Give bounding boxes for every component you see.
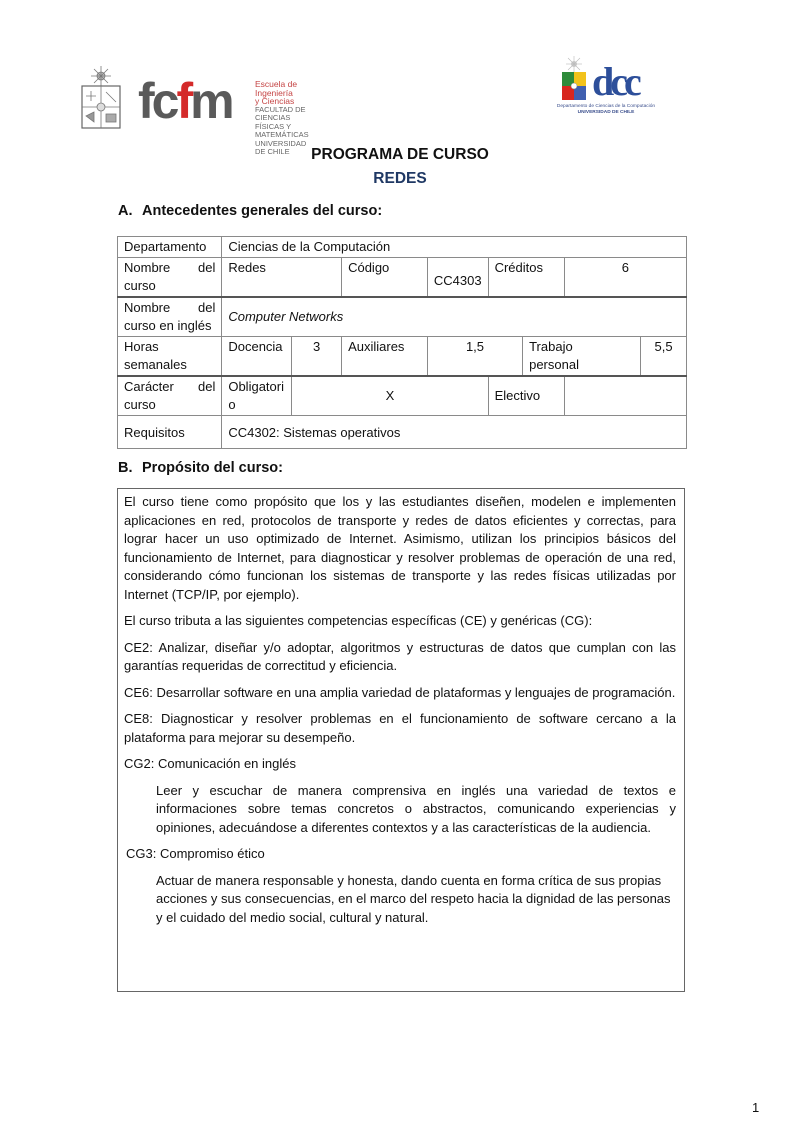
obligatorio-mark: X bbox=[292, 376, 488, 416]
section-heading-text: Antecedentes generales del curso: bbox=[142, 203, 383, 219]
nombre-ingles-value: Computer Networks bbox=[222, 297, 687, 337]
competency-text: Diagnosticar y resolver problemas en el funcionamiento de software cercano a la plataforma para mejorar su desempeño. bbox=[124, 711, 676, 745]
dcc-caption-line: UNIVERSIDAD DE CHILE bbox=[577, 110, 635, 115]
competency-code: CG3: bbox=[126, 846, 157, 861]
horas-label: Horas semanales bbox=[118, 337, 222, 377]
competencias-intro: El curso tributa a las siguientes competencias específicas (CE) y genéricas (CG): bbox=[124, 613, 593, 628]
creditos-value: 6 bbox=[564, 258, 686, 298]
dcc-logo bbox=[556, 56, 656, 122]
nombre-ingles-label: Nombre del curso en inglés bbox=[118, 297, 222, 337]
requisitos-label: Requisitos bbox=[118, 416, 222, 449]
competency-ce6 bbox=[124, 684, 676, 703]
table-row-departamento bbox=[118, 237, 687, 258]
purpose-intro: El curso tiene como propósito que los y las estudiantes diseñen, modelen e implementen aplicaciones en red, protocolos de transporte y redes de datos eficientes y correctas, para lograr hacer un uso optimizado de Internet. Asimismo, utilizan los principios básicos del funcionamiento de Internet, para diagnosticar y resolver problemas de operación de una red, considerando cómo funcionan los sistemas de transporte y las redes físicas utilizadas por Internet (TCP/IP, por ejemplo). bbox=[124, 494, 676, 602]
table-row-caracter bbox=[118, 376, 687, 416]
document-title: PROGRAMA DE CURSO bbox=[311, 146, 489, 163]
obligatorio-label: Obligatori o bbox=[222, 376, 292, 416]
course-info-table bbox=[117, 236, 687, 449]
fcfm-caption-line: Escuela de Ingeniería bbox=[255, 79, 298, 98]
competency-cg2 bbox=[124, 755, 676, 837]
auxiliares-value: 1,5 bbox=[427, 337, 522, 377]
section-letter: B. bbox=[118, 460, 133, 476]
section-heading-text: Propósito del curso: bbox=[142, 460, 283, 476]
fcfm-caption-line: y Ciencias bbox=[255, 96, 295, 106]
table-row-nombre-ingles bbox=[118, 297, 687, 337]
competency-title: Compromiso ético bbox=[159, 846, 265, 861]
nombre-label: Nombre del curso bbox=[118, 258, 222, 298]
departamento-label: Departamento bbox=[118, 237, 222, 258]
competency-code: CE2: bbox=[124, 639, 153, 655]
course-title: REDES bbox=[373, 170, 427, 187]
competency-text: Actuar de manera responsable y honesta, dando cuenta en forma crítica de sus propias acciones y sus consecuencias, en el marco del respeto hacia la dignidad de las personas y el cuidado del medio social, cultural y natural. bbox=[156, 872, 671, 925]
table-row-nombre bbox=[118, 258, 687, 298]
dcc-wordmark: dcc bbox=[592, 59, 638, 104]
fcfm-caption-line: FÍSICAS Y MATEMÁTICAS bbox=[255, 121, 309, 139]
trabajo-value: 5,5 bbox=[641, 337, 687, 377]
fcfm-caption-line: UNIVERSIDAD DE CHILE bbox=[255, 138, 307, 156]
competency-code: CE8: bbox=[124, 711, 153, 726]
electivo-mark bbox=[564, 376, 686, 416]
purpose-box bbox=[117, 488, 685, 992]
codigo-label: Código bbox=[342, 258, 428, 298]
codigo-value: CC4303 bbox=[427, 258, 488, 298]
competency-ce8 bbox=[124, 710, 676, 747]
nombre-value: Redes bbox=[222, 258, 342, 298]
section-letter: A. bbox=[118, 203, 133, 219]
competency-cg3 bbox=[124, 845, 676, 927]
table-row-requisitos bbox=[118, 416, 687, 449]
page-number: 1 bbox=[752, 1100, 760, 1115]
competency-text: Analizar, diseñar y/o adoptar, algoritmos y estructuras de datos que cumplan con las garantías requeridas de correctitud y eficiencia. bbox=[124, 639, 676, 673]
competency-code: CE6: bbox=[124, 684, 153, 700]
creditos-label: Créditos bbox=[488, 258, 564, 298]
fcfm-wordmark: fcfm bbox=[138, 73, 232, 129]
fcfm-logo bbox=[72, 66, 309, 156]
university-shield-icon bbox=[72, 66, 130, 130]
table-row-horas bbox=[118, 337, 687, 377]
section-b-heading bbox=[118, 460, 283, 476]
competency-title: Comunicación en inglés bbox=[157, 756, 296, 771]
competency-text: Leer y escuchar de manera comprensiva en inglés una variedad de textos e informaciones sobre temas concretos o abstractos, comunicando experiencias y opiniones, adecuándose a diferentes contextos y a las características de la audiencia. bbox=[156, 782, 676, 835]
competency-ce2 bbox=[124, 639, 676, 676]
competency-code: CG2: bbox=[124, 756, 155, 771]
electivo-label: Electivo bbox=[488, 376, 564, 416]
departamento-value: Ciencias de la Computación bbox=[222, 237, 687, 258]
dcc-caption bbox=[556, 104, 656, 116]
requisitos-value: CC4302: Sistemas operativos bbox=[222, 416, 687, 449]
section-a-heading bbox=[118, 203, 382, 219]
dcc-shield-icon bbox=[558, 56, 590, 102]
competency-text: Desarrollar software en una amplia variedad de plataformas y lenguajes de programación. bbox=[156, 684, 676, 700]
docencia-value: 3 bbox=[292, 337, 342, 377]
trabajo-label: Trabajo personal bbox=[523, 337, 641, 377]
auxiliares-label: Auxiliares bbox=[342, 337, 428, 377]
docencia-label: Docencia bbox=[222, 337, 292, 377]
caracter-label: Carácter del curso bbox=[118, 376, 222, 416]
dcc-caption-line: Departamento de Ciencias de la Computación bbox=[556, 104, 656, 109]
fcfm-caption-line: FACULTAD DE CIENCIAS bbox=[255, 104, 306, 122]
